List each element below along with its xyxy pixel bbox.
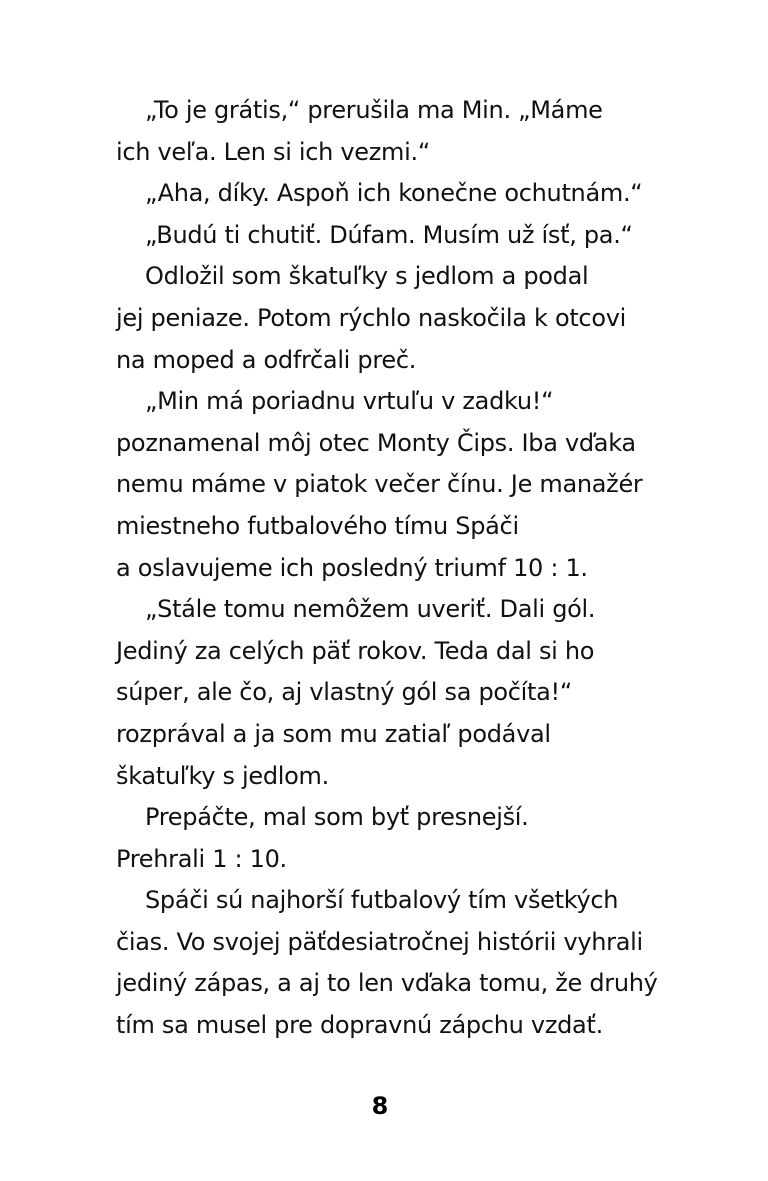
text-line: Spáči sú najhorší futbalový tím všetkých [145, 886, 619, 915]
text-line: „Stále tomu nemôžem uveriť. Dali gól. [145, 595, 596, 624]
text-line: ich veľa. Len si ich vezmi.“ [116, 137, 430, 166]
text-line: Jediný za celých päť rokov. Teda dal si ho [116, 636, 595, 665]
text-line: „To je grátis,“ prerušila ma Min. „Máme [145, 96, 603, 124]
text-line: súper, ale čo, aj vlastný gól sa počíta!“ [116, 678, 572, 707]
text-line: Prehrali 1 : 10. [116, 844, 287, 873]
text-line: miestneho futbalového tímu Spáči [116, 511, 519, 540]
text-line: „Budú ti chutiť. Dúfam. Musím už ísť, pa.“ [145, 220, 633, 249]
text-line: jej peniaze. Potom rýchlo naskočila k otcovi [116, 303, 626, 332]
text-line: Prepáčte, mal som byť presnejší. [145, 803, 529, 832]
text-line: „Min má poriadnu vrtuľu v zadku!“ [145, 387, 554, 416]
text-line: nemu máme v piatok večer čínu. Je manažér [116, 470, 643, 499]
body-text [116, 90, 676, 1047]
text-line: a oslavujeme ich posledný triumf 10 : 1. [116, 553, 588, 582]
text-line: „Aha, díky. Aspoň ich konečne ochutnám.“ [145, 179, 643, 208]
text-line: čias. Vo svojej päťdesiatročnej histórii vyhrali [116, 927, 643, 956]
text-line: na moped a odfrčali preč. [116, 345, 417, 374]
text-line: jediný zápas, a aj to len vďaka tomu, že druhý [116, 969, 658, 998]
text-line: poznamenal môj otec Monty Čips. Iba vďaka [116, 428, 636, 457]
page-number: 8 [371, 1092, 389, 1120]
text-line: rozprával a ja som mu zatiaľ podával [116, 719, 551, 748]
text-line: tím sa musel pre dopravnú zápchu vzdať. [116, 1011, 603, 1040]
text-line: škatuľky s jedlom. [116, 761, 329, 790]
text-line: Odložil som škatuľky s jedlom a podal [145, 262, 589, 291]
